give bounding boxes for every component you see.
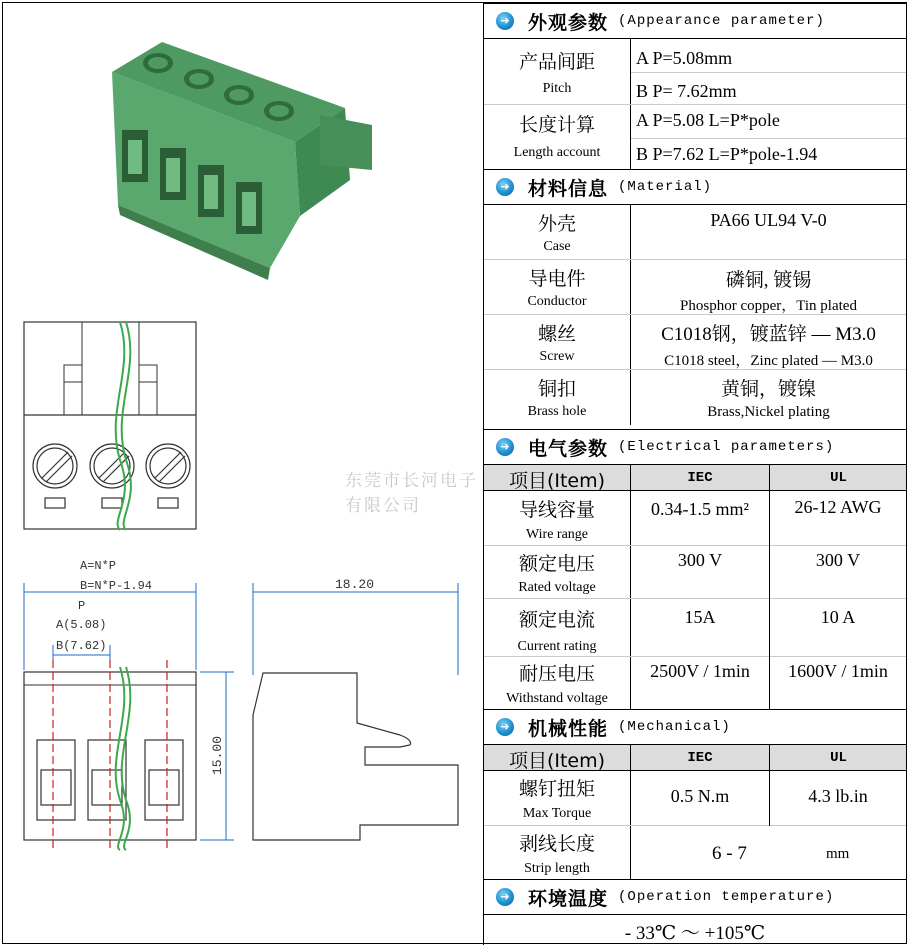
environment-header [484,879,906,915]
arrow-right-icon: ➜ [496,888,514,906]
strip-label-zh: 剥线长度 [518,833,595,855]
electrical-row [484,599,906,657]
watermark: 东莞市长河电子有限公司 [345,471,478,516]
ul-value: 1600V / 1min [769,657,906,711]
arrow-right-icon: ➜ [496,12,514,30]
electrical-title-en: (Electrical parameters) [618,439,835,455]
iec-value: 0.34-1.5 mm² [651,499,749,519]
electrical-title-zh: 电气参数 [528,437,609,460]
product-render [0,0,482,300]
mechanical-title-en: (Mechanical) [618,719,731,735]
col-ul: UL [769,745,907,771]
pitch-a-label: A(5.08) [56,618,107,632]
mechanical-title-zh: 机械性能 [528,717,609,740]
arrow-right-icon: ➜ [496,718,514,736]
material-value: C1018钢，镀蓝锌 — M3.0 [661,324,876,345]
pitch-row [484,39,906,105]
iec-value: 2500V / 1min [650,661,750,681]
material-value-en: Phosphor copper，Tin plated [680,298,857,314]
material-title-en: (Material) [618,179,713,195]
material-row [484,370,906,425]
material-row [484,315,906,370]
torque-label-en: Max Torque [522,806,592,821]
param-label-en: Current rating [517,639,597,654]
col-item: 项目(Item) [508,470,606,492]
dim-b-label: B=N*P-1.94 [80,579,153,593]
length-label-en: Length account [513,145,601,160]
pitch-b: B P= 7.62mm [636,81,737,101]
depth-dim: 18.20 [335,577,375,592]
pitch-label-en: Pitch [542,81,572,96]
param-label-en: Rated voltage [518,580,596,595]
param-label-zh: 耐压电压 [518,663,595,685]
mechanical-header [484,709,906,745]
material-value-en: Brass,Nickel plating [707,404,830,420]
material-label-en: Conductor [527,294,587,309]
strip-label-en: Strip length [524,861,590,876]
temperature-row [484,915,906,945]
param-label-en: Withstand voltage [506,691,608,706]
front-side-view-drawing [0,555,482,885]
torque-iec: 0.5 N.m [670,786,730,806]
material-label-en: Case [543,239,571,254]
material-value: PA66 UL94 V-0 [710,210,827,230]
dim-a-label: A=N*P [80,559,117,573]
material-value: 黄铜，镀镍 [720,379,816,400]
electrical-row [484,491,906,546]
torque-row [484,771,906,826]
ul-value: 26-12 AWG [769,491,906,546]
param-label-zh: 额定电压 [518,553,595,575]
col-iec: IEC [687,470,713,486]
iec-value: 300 V [677,550,723,570]
torque-ul: 4.3 lb.in [769,771,906,826]
col-iec: IEC [687,750,713,766]
top-view-drawing [0,300,482,560]
col-ul: UL [769,465,907,491]
length-row [484,105,906,169]
material-value-en: C1018 steel，Zinc plated — M3.0 [664,353,873,369]
strip-value: 6 - 7 [712,843,747,864]
arrow-right-icon: ➜ [496,178,514,196]
environment-title-en: (Operation temperature) [618,889,835,905]
material-label-en: Brass hole [527,404,587,419]
mechanical-column-header [484,745,906,771]
material-header [484,169,906,205]
environment-title-zh: 环境温度 [528,887,609,910]
param-label-zh: 导线容量 [518,499,595,521]
material-row [484,260,906,315]
electrical-header [484,429,906,465]
material-title-zh: 材料信息 [528,177,609,200]
appearance-title-zh: 外观参数 [528,11,609,34]
pitch-b-label: B(7.62) [56,639,107,653]
spec-table [483,3,906,945]
pitch-a: A P=5.08mm [636,48,733,68]
material-row [484,205,906,260]
electrical-column-header [484,465,906,491]
ul-value: 10 A [769,599,906,657]
material-label-zh: 螺丝 [537,323,576,345]
appearance-header [484,3,906,39]
length-b: B P=7.62 L=P*pole-1.94 [636,144,818,164]
electrical-row [484,546,906,599]
param-label-en: Wire range [525,527,588,542]
strip-unit: mm [826,846,850,862]
material-label-zh: 外壳 [537,213,576,235]
electrical-row [484,657,906,711]
col-item: 项目(Item) [508,750,606,772]
arrow-right-icon: ➜ [496,438,514,456]
material-label-zh: 导电件 [528,268,586,290]
material-label-en: Screw [539,349,575,364]
material-value: 磷铜, 镀锡 [725,270,812,291]
height-dim: 15.00 [210,735,225,775]
appearance-title-en: (Appearance parameter) [618,13,825,29]
length-a: A P=5.08 L=P*pole [636,110,780,130]
torque-label-zh: 螺钉扭矩 [518,778,595,800]
pitch-label-zh: 产品间距 [518,51,595,73]
strip-row [484,826,906,881]
length-label-zh: 长度计算 [518,114,595,136]
material-label-zh: 铜扣 [537,378,576,400]
iec-value: 15A [684,607,716,627]
param-label-zh: 额定电流 [518,609,595,631]
temperature-value: - 33℃ ～ +105℃ [624,923,766,944]
pitch-label: P [78,599,86,613]
ul-value: 300 V [769,546,906,599]
